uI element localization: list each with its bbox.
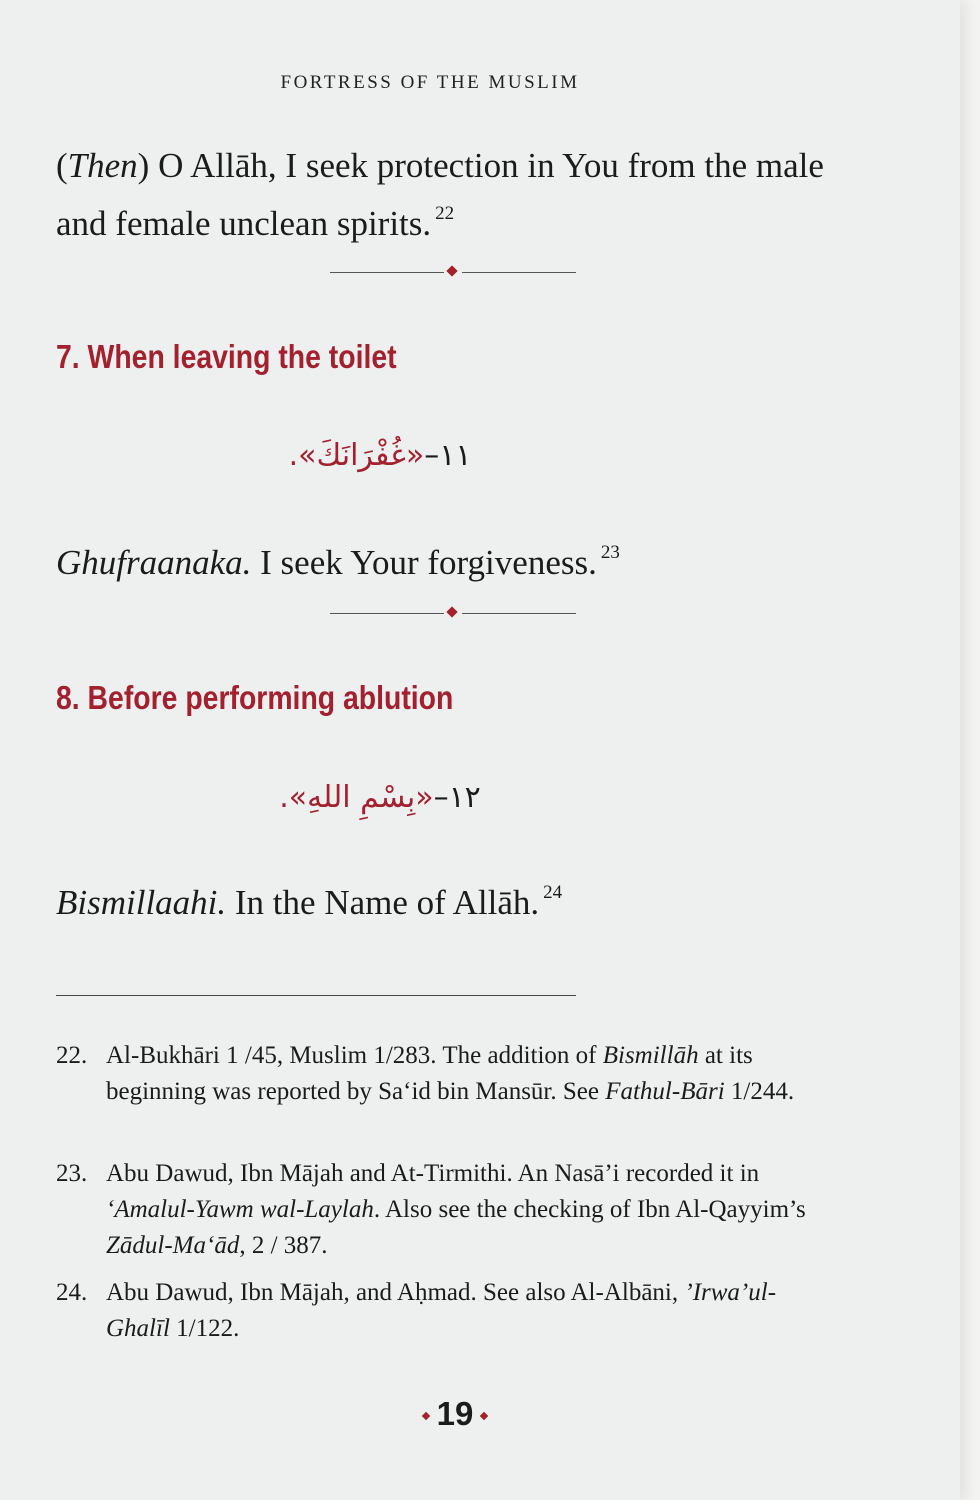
footnote-rule (56, 995, 576, 996)
footnote-number: 24. (56, 1279, 88, 1306)
supplication-12 (56, 869, 836, 927)
footnote-ref-22: 22 (435, 203, 455, 224)
arabic-dua-12 (200, 780, 560, 815)
arabic-number-11: ١١– (424, 438, 472, 473)
closing-lead: Then (67, 146, 138, 185)
arabic-number-12: ١٢– (433, 780, 481, 815)
supplication-11 (56, 529, 836, 587)
footnote-number: 22. (56, 1042, 88, 1069)
running-title: FORTRESS OF THE MUSLIM (280, 72, 580, 93)
footnote-ref-24: 24 (543, 882, 563, 903)
transliteration-11: Ghufraanaka. (56, 543, 252, 582)
footnote-italic: Fathul-Bāri (605, 1078, 725, 1105)
footnote-ref-23: 23 (600, 542, 620, 563)
page-number: 19 (436, 1395, 474, 1432)
closing-supplication: (Then) O Allāh, I seek protection in You from the male and female unclean spirits. $^{22}$ (56, 146, 824, 243)
closing-text: O Allāh, I seek protection in You from the male and female unclean spirits. (56, 146, 824, 243)
footnote-24 (56, 1275, 836, 1347)
translation-11: I seek Your forgiveness. (251, 543, 597, 582)
footnote-text: , 2 / 387. (239, 1232, 328, 1259)
footnote-text: 1/122. (169, 1315, 240, 1342)
transliteration-12: Bismillaahi. (56, 883, 227, 922)
footnote-text: 1/244. (724, 1078, 795, 1105)
footnote-23 (56, 1156, 836, 1264)
footnote-text: Abu Dawud, Ibn Mājah and At-Tirmithi. An Nasā’i recorded it in (106, 1160, 760, 1187)
footnote-text: . Also see the checking of Ibn Al-Qayyim’s (373, 1196, 806, 1223)
translation-12: In the Name of Allāh. (226, 883, 540, 922)
footnote-text: Abu Dawud, Ibn Mājah, and Aḥmad. See also Al-Albāni, (106, 1279, 685, 1306)
footnote-italic: Bismillāh (602, 1042, 699, 1069)
section-7-heading: 7. When leaving the toilet (56, 338, 397, 375)
arabic-dua-11 (200, 438, 560, 473)
section-divider (330, 606, 576, 620)
footnote-number: 23. (56, 1160, 88, 1187)
arabic-text-ghufraanaka: «غُفْرَانَكَ». (288, 438, 425, 473)
section-8-heading: 8. Before performing ablution (56, 679, 454, 716)
footnote-italic: ‘Amalul-Yawm wal-Laylah (106, 1196, 374, 1223)
footnote-22 (56, 1038, 836, 1110)
diamond-icon (480, 1412, 488, 1420)
footnote-text: at its beginning was reported by Sa‘id bin Mansūr. See (106, 1042, 753, 1105)
footnote-italic: ’Irwa’ul-Ghalīl (106, 1279, 777, 1342)
arabic-text-bismillah: «بِسْمِ اللهِ». (279, 780, 434, 815)
diamond-icon (446, 606, 457, 617)
footnote-italic: Zādul-Ma‘ād (106, 1232, 240, 1259)
page-number-block (0, 1395, 910, 1433)
diamond-icon (446, 265, 457, 276)
diamond-icon (421, 1412, 429, 1420)
section-divider (330, 265, 576, 279)
footnote-text: Al-Bukhāri 1 /45, Muslim 1/283. The addition of (106, 1042, 603, 1069)
